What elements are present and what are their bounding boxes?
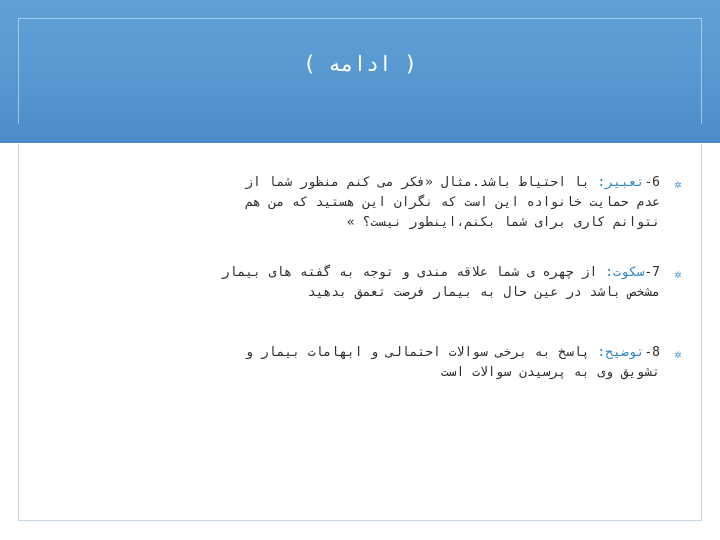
bullet-term: توضیح: xyxy=(597,345,645,360)
bullet-text: نتوانم کاری برای شما بکنم،اینطور نیست؟ » xyxy=(346,215,660,230)
bullet-marker-icon: ✲ xyxy=(674,177,682,191)
bullet-number: 6- xyxy=(644,175,660,190)
bullet-item-6 xyxy=(60,173,660,233)
bullet-line xyxy=(60,343,660,363)
bullet-text: از چهره ی شما علاقه مندی و توجه به گفته های بیمار xyxy=(221,265,606,280)
bullet-number: 8- xyxy=(644,345,660,360)
bullet-text: عدم حمایت خانواده این است که نگران این هستید که من هم xyxy=(245,195,660,210)
bullet-text: پاسخ به برخی سوالات احتمالی و ابهامات بیمار و xyxy=(245,345,598,360)
bullet-item-8 xyxy=(60,343,660,383)
bullet-number: 7- xyxy=(644,265,660,280)
slide-title: ( ادامه ) xyxy=(303,52,417,76)
bullet-marker-icon: ✲ xyxy=(674,267,682,281)
bullet-item-7 xyxy=(60,263,660,303)
bullet-line xyxy=(60,173,660,193)
bullet-text: تشویق وی به پرسیدن سوالات است xyxy=(440,365,660,380)
bullet-term: سکوت: xyxy=(605,265,645,280)
bullet-text: با احتیاط باشد.مثال «فکر می کنم منظور شما از xyxy=(245,175,598,190)
bullet-text: مشخص باشد در عین حال به بیمار فرصت تعمق بدهید xyxy=(307,285,660,300)
bullet-line xyxy=(60,263,660,283)
bullet-marker-icon: ✲ xyxy=(674,347,682,361)
bullet-term: تعبیر: xyxy=(597,175,645,190)
